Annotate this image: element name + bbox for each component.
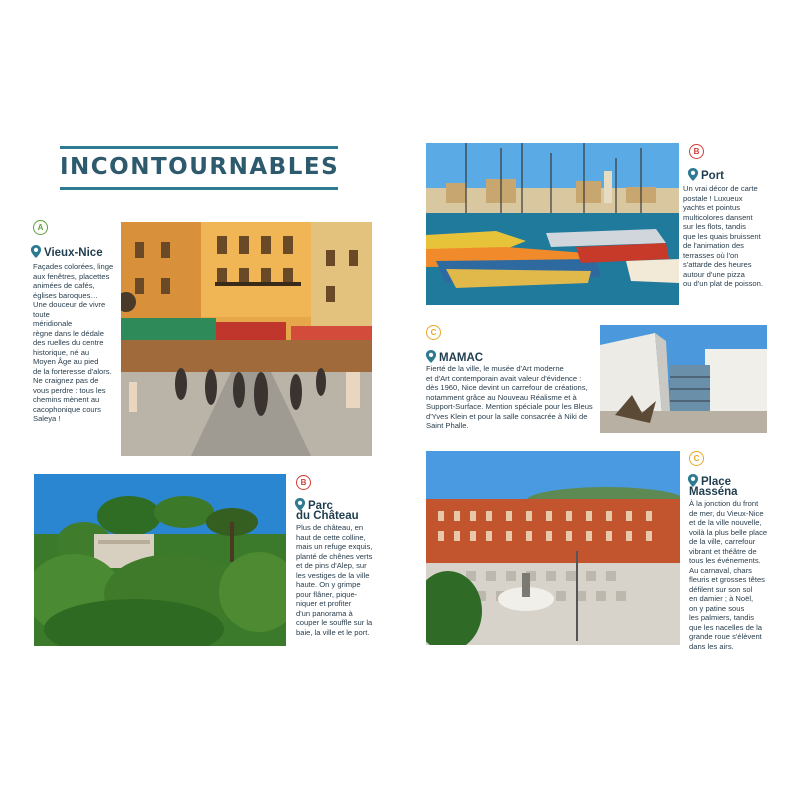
port-photo xyxy=(426,143,679,305)
parc-du-chateau-name-line1: Parc xyxy=(308,500,333,512)
parc-du-chateau-photo xyxy=(34,474,286,646)
vieux-nice-photo xyxy=(121,222,372,456)
mamac-heading xyxy=(425,350,483,364)
title-rule-top xyxy=(60,146,338,149)
place-massena-name-line2: Masséna xyxy=(689,486,738,498)
badge-b: B xyxy=(689,144,704,159)
place-massena-photo xyxy=(426,451,680,645)
map-pin-icon xyxy=(30,245,42,258)
vieux-nice-heading xyxy=(30,245,103,259)
badge-c: C xyxy=(689,451,704,466)
title-rule-bottom xyxy=(60,187,338,190)
place-massena-text: À la jonction du front de mer, du Vieux-Nice et de la ville nouvelle, voilà la plus belle place de la ville, carrefour vibrant et théâtre de tous les événements. Au carnaval, chars fleuris et grosses têtes défilent sur son sol en damier ; à Noël, on y patine sous les palmiers, tandis que les nacelles de la grande roue s'élèvent dans les airs. xyxy=(689,499,768,651)
port-name: Port xyxy=(701,170,724,182)
section-title-block xyxy=(60,146,338,190)
vieux-nice-text: Façades colorées, linge aux fenêtres, placettes animées de cafés, églises baroques… Une douceur de vivre toute méridionale règne dans le dédale des ruelles du centre historique, né au Moyen Âge au pied de la forteresse d'alors. Ne craignez pas de vous perdre : tous les chemins mènent au cacophonique cours Saleya ! xyxy=(33,262,114,423)
vieux-nice-name: Vieux-Nice xyxy=(44,247,103,259)
parc-du-chateau-name-line2: du Château xyxy=(296,510,359,522)
port-heading xyxy=(687,168,724,182)
map-pin-icon xyxy=(425,350,437,363)
badge-b: B xyxy=(296,475,311,490)
mamac-name: MAMAC xyxy=(439,352,484,364)
page-title: INCONTOURNABLES xyxy=(60,154,340,180)
port-text: Un vrai décor de carte postale ! Luxueux yachts et pointus multicolores dansent sur les flots, tandis que les quais bruissent de l'animation des terrasses où l'on s'attarde des heures autour d'une pizza ou d'un plat de poisson. xyxy=(683,184,763,288)
place-massena-name-line1: Place xyxy=(701,476,732,488)
mamac-text: Fierté de la ville, le musée d'Art moderne et d'Art contemporain avait valeur d'évidence : dès 1960, Nice devint un carrefour de créations, notamment grâce au Nouveau Réalisme et à Support-Surface. Mention spéciale pour les Bleus d'Yves Klein et pour la salle consacrée à Niki de Saint Phalle. xyxy=(426,364,593,430)
badge-c: C xyxy=(426,325,441,340)
parc-du-chateau-text: Plus de château, en haut de cette colline, mais un refuge exquis, planté de chênes verts et de pins d'Alep, sur les vestiges de la ville haute. On y grimpe pour flâner, pique- niquer et profiter d'un panorama à couper le souffle sur la baie, la ville et le port. xyxy=(296,523,373,637)
mamac-photo xyxy=(600,325,767,433)
map-pin-icon xyxy=(687,168,699,181)
badge-a: A xyxy=(33,220,48,235)
